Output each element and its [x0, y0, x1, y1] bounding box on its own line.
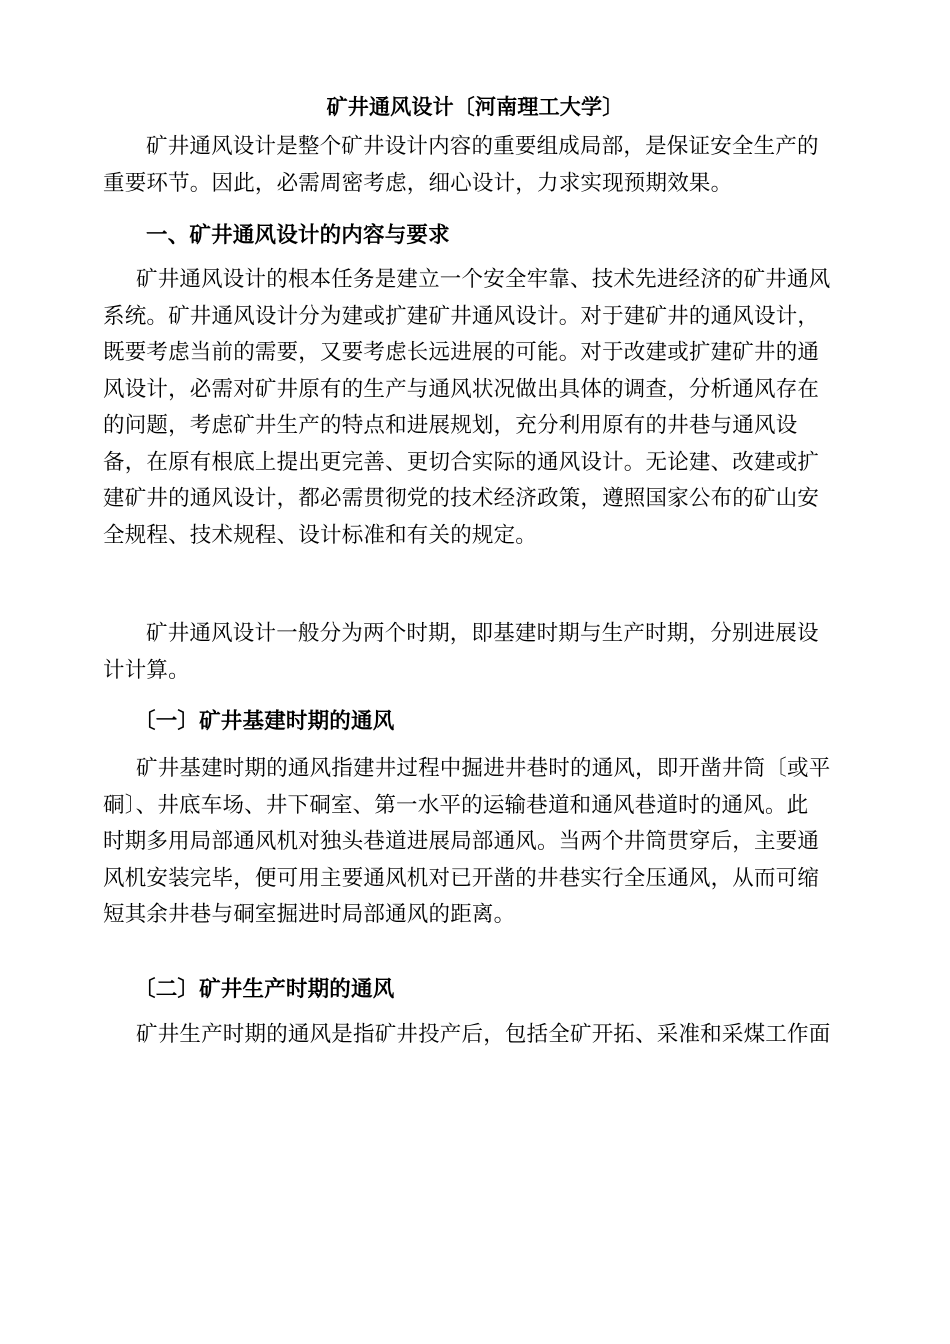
- subsection-heading: 〔一〕矿井基建时期的通风: [134, 709, 395, 734]
- text-line: 计计算。: [103, 657, 190, 683]
- text-line: 风机安装完毕，便可用主要通风机对已开凿的井巷实行全压通风，从而可缩: [103, 865, 820, 891]
- text-line: 短其余井巷与硐室掘进时局部通风的距离。: [103, 902, 516, 927]
- text-line: 重要环节。因此，必需周密考虑，细心设计，力求实现预期效果。: [103, 170, 733, 196]
- subsection-paragraph: [103, 751, 853, 934]
- text-line: 矿井基建时期的通风指建井过程中掘进井巷时的通风，即开凿井筒〔或平: [136, 756, 831, 781]
- intro-paragraph: [103, 129, 853, 202]
- document-title: 矿井通风设计〔河南理工大学〕: [326, 95, 624, 119]
- text-line: 风设计，必需对矿井原有的生产与通风状况做出具体的调查，分析通风存在: [103, 376, 820, 402]
- text-line: 矿井通风设计是整个矿井设计内容的重要组成局部，是保证安全生产的: [146, 134, 819, 159]
- text-line: 的问题，考虑矿井生产的特点和进展规划，充分利用原有的井巷与通风设: [103, 413, 798, 438]
- text-line: 既要考虑当前的需要，又要考虑长远进展的可能。对于改建或扩建矿井的通: [103, 340, 820, 365]
- section-paragraph: [103, 262, 853, 554]
- section-heading: 一、矿井通风设计的内容与要求: [146, 223, 450, 248]
- text-line: 矿井通风设计一般分为两个时期，即基建时期与生产时期，分别进展设: [146, 621, 819, 646]
- subsection-heading: 〔二〕矿井生产时期的通风: [134, 977, 395, 1002]
- text-line: 矿井生产时期的通风是指矿井投产后，包括全矿开拓、采准和采煤工作面: [136, 1022, 831, 1047]
- text-line: 矿井通风设计的根本任务是建立一个安全牢靠、技术先进经济的矿井通风: [136, 267, 831, 292]
- text-line: 全规程、技术规程、设计标准和有关的规定。: [103, 522, 538, 548]
- text-line: 系统。矿井通风设计分为建或扩建矿井通风设计。对于建矿井的通风设计，: [103, 303, 820, 329]
- text-line: 备，在原有根底上提出更完善、更切合实际的通风设计。无论建、改建或扩: [103, 449, 820, 475]
- text-line: 时期多用局部通风机对独头巷道进展局部通风。当两个井筒贯穿后，主要通: [103, 829, 820, 854]
- section-paragraph: [103, 616, 853, 689]
- subsection-paragraph: [103, 1017, 853, 1054]
- text-line: 建矿井的通风设计，都必需贯彻党的技术经济政策，遵照国家公布的矿山安: [103, 486, 820, 511]
- text-line: 硐〕、井底车场、井下硐室、第一水平的运输巷道和通风巷道时的通风。此: [103, 792, 809, 818]
